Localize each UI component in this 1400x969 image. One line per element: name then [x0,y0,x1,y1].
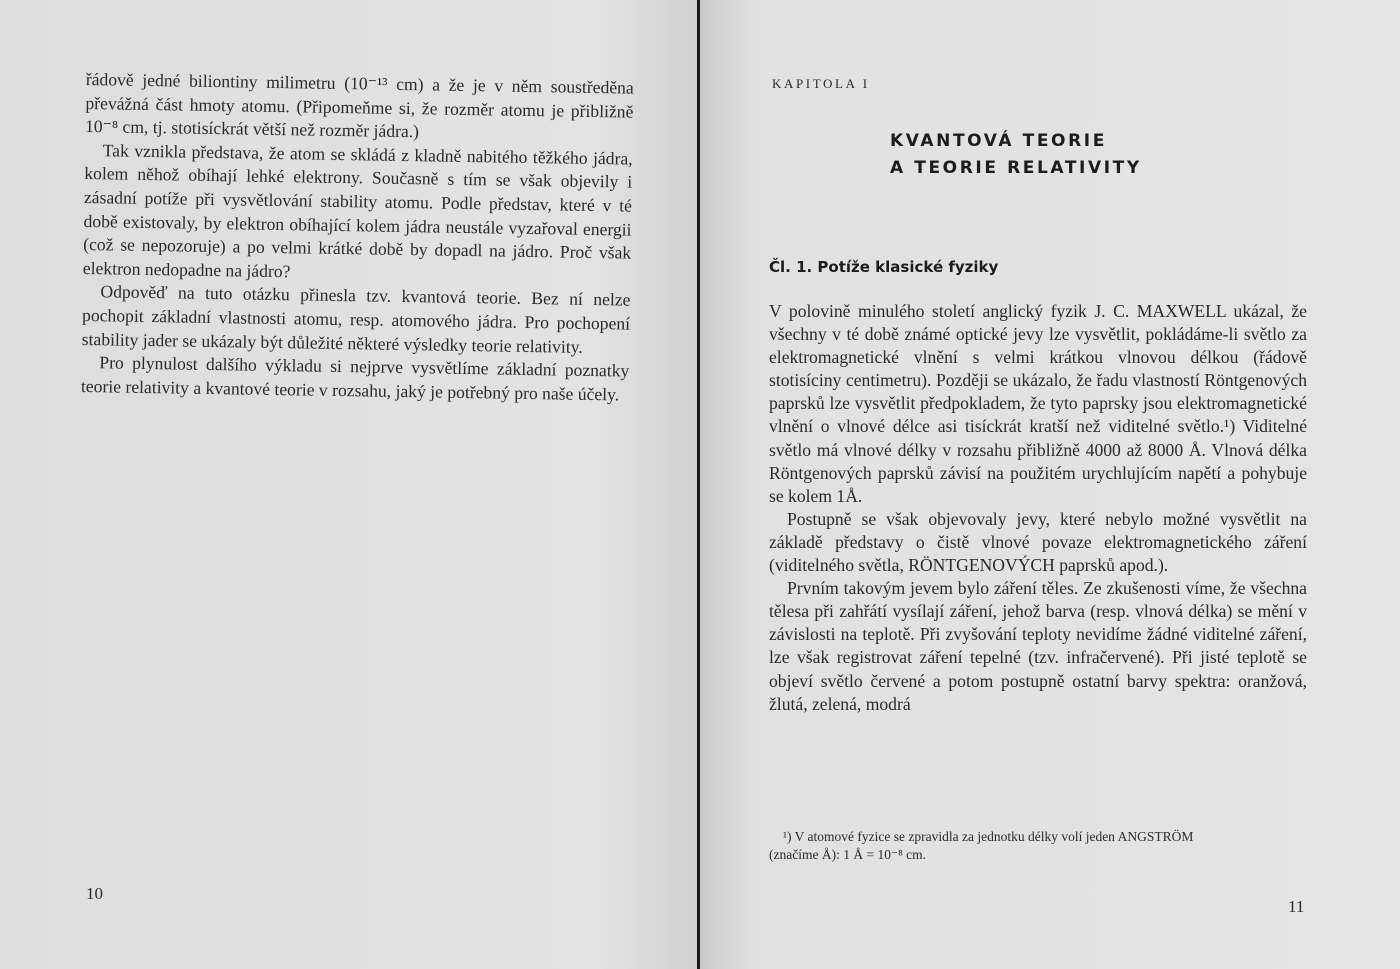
chapter-title-line-1: KVANTOVÁ TEORIE [890,131,1107,151]
left-page-number: 10 [86,884,103,903]
footnote-line-2: (značíme Å): 1 Å = 10⁻⁸ cm. [769,847,927,862]
left-paragraph-2: Tak vznikla představa, že atom se skládá z kladně nabitého těžkého jádra, kolem něhož obíhají lehké elektrony. Současně s tím se však objevily i zásadní potíže při vysvětlování stability atomu. Podle představ, které v té době existovaly, by elektron obíhající kolem jádra neustále vyzařoval energii (což se nepozoruje) a po velmi krátké době by dopadl na jádro. Proč však elektron nedopadne na jádro? [82,140,633,281]
footnote [769,828,1307,864]
left-page-body [81,68,634,407]
chapter-label: KAPITOLA I [772,76,870,91]
right-paragraph-3: Prvním takovým jevem bylo záření těles. Ze zkušenosti víme, že všechna tělesa při zahřátí vysílají záření, jehož barva (resp. vlnová délka) se mění v závislosti na teplotě. Při zvyšování teploty nevidíme žádné viditelné záření, lze však registrovat záření tepelné (tzv. infračervené). Při jisté teplotě se objeví světlo červené a potom postupně ostatní barvy spektra: oranžová, žlutá, zelená, modrá [769,578,1307,714]
footnote-line-1: ¹) V atomové fyzice se zpravidla za jednotku délky volí jeden ANGSTRÖM [783,829,1194,844]
chapter-title-line-2: A TEORIE RELATIVITY [890,158,1142,178]
left-paragraph-4: Pro plynulost dalšího výkladu si nejprve vysvětlíme základní poznatky teorie relativity a kvantové teorie v rozsahu, jaký je potřebný pro naše účely. [80,352,630,405]
right-page-number: 11 [1288,897,1305,916]
section-heading: Čl. 1. Potíže klasické fyziky [769,258,999,276]
book-gutter [697,0,700,969]
left-paragraph-3: Odpověď na tuto otázku přinesla tzv. kvantová teorie. Bez ní nelze pochopit základní vlastnosti atomu, resp. atomového jádra. Pro pochopení stability jader se ukázaly být důležité některé výsledky teorie relativity. [81,281,631,357]
right-page-body [769,300,1307,716]
right-paragraph-2: Postupně se však objevovaly jevy, které nebylo možné vysvětlit na základě představy o čistě vlnové povaze elektromagnetického záření (viditelného světla, RÖNTGENOVÝCH paprsků apod.). [769,508,1307,576]
right-paragraph-1: V polovině minulého století anglický fyzik J. C. MAXWELL ukázal, že všechny v té době známé optické jevy lze vysvětlit, pokládáme-li světlo za elektromagnetické vlnění s velmi krátkou vlnovou délkou (řádově stotisíciny centimetru). Později se ukázalo, že řadu vlastností Röntgenových paprsků lze vysvětlit předpokladem, že tyto paprsky jsou elektromagnetické vlnění o vlnové délce asi tisíckrát kratší než viditelné světlo.¹) Viditelné světlo má vlnové délky v rozsahu přibližně 4000 až 8000 Å. Vlnová délka Röntgenových paprsků závisí na použitém urychlujícím napětí a pohybuje se kolem 1Å. [769,301,1307,506]
chapter-title [890,128,1142,182]
left-paragraph-1: řádově jedné biliontiny milimetru (10⁻¹³ cm) a že je v něm soustředěna převážná část hmoty atomu. (Připomeňme si, že rozměr atomu je přibližně 10⁻⁸ cm, tj. stotisíckrát větší než rozměr jádra.) [84,68,634,142]
